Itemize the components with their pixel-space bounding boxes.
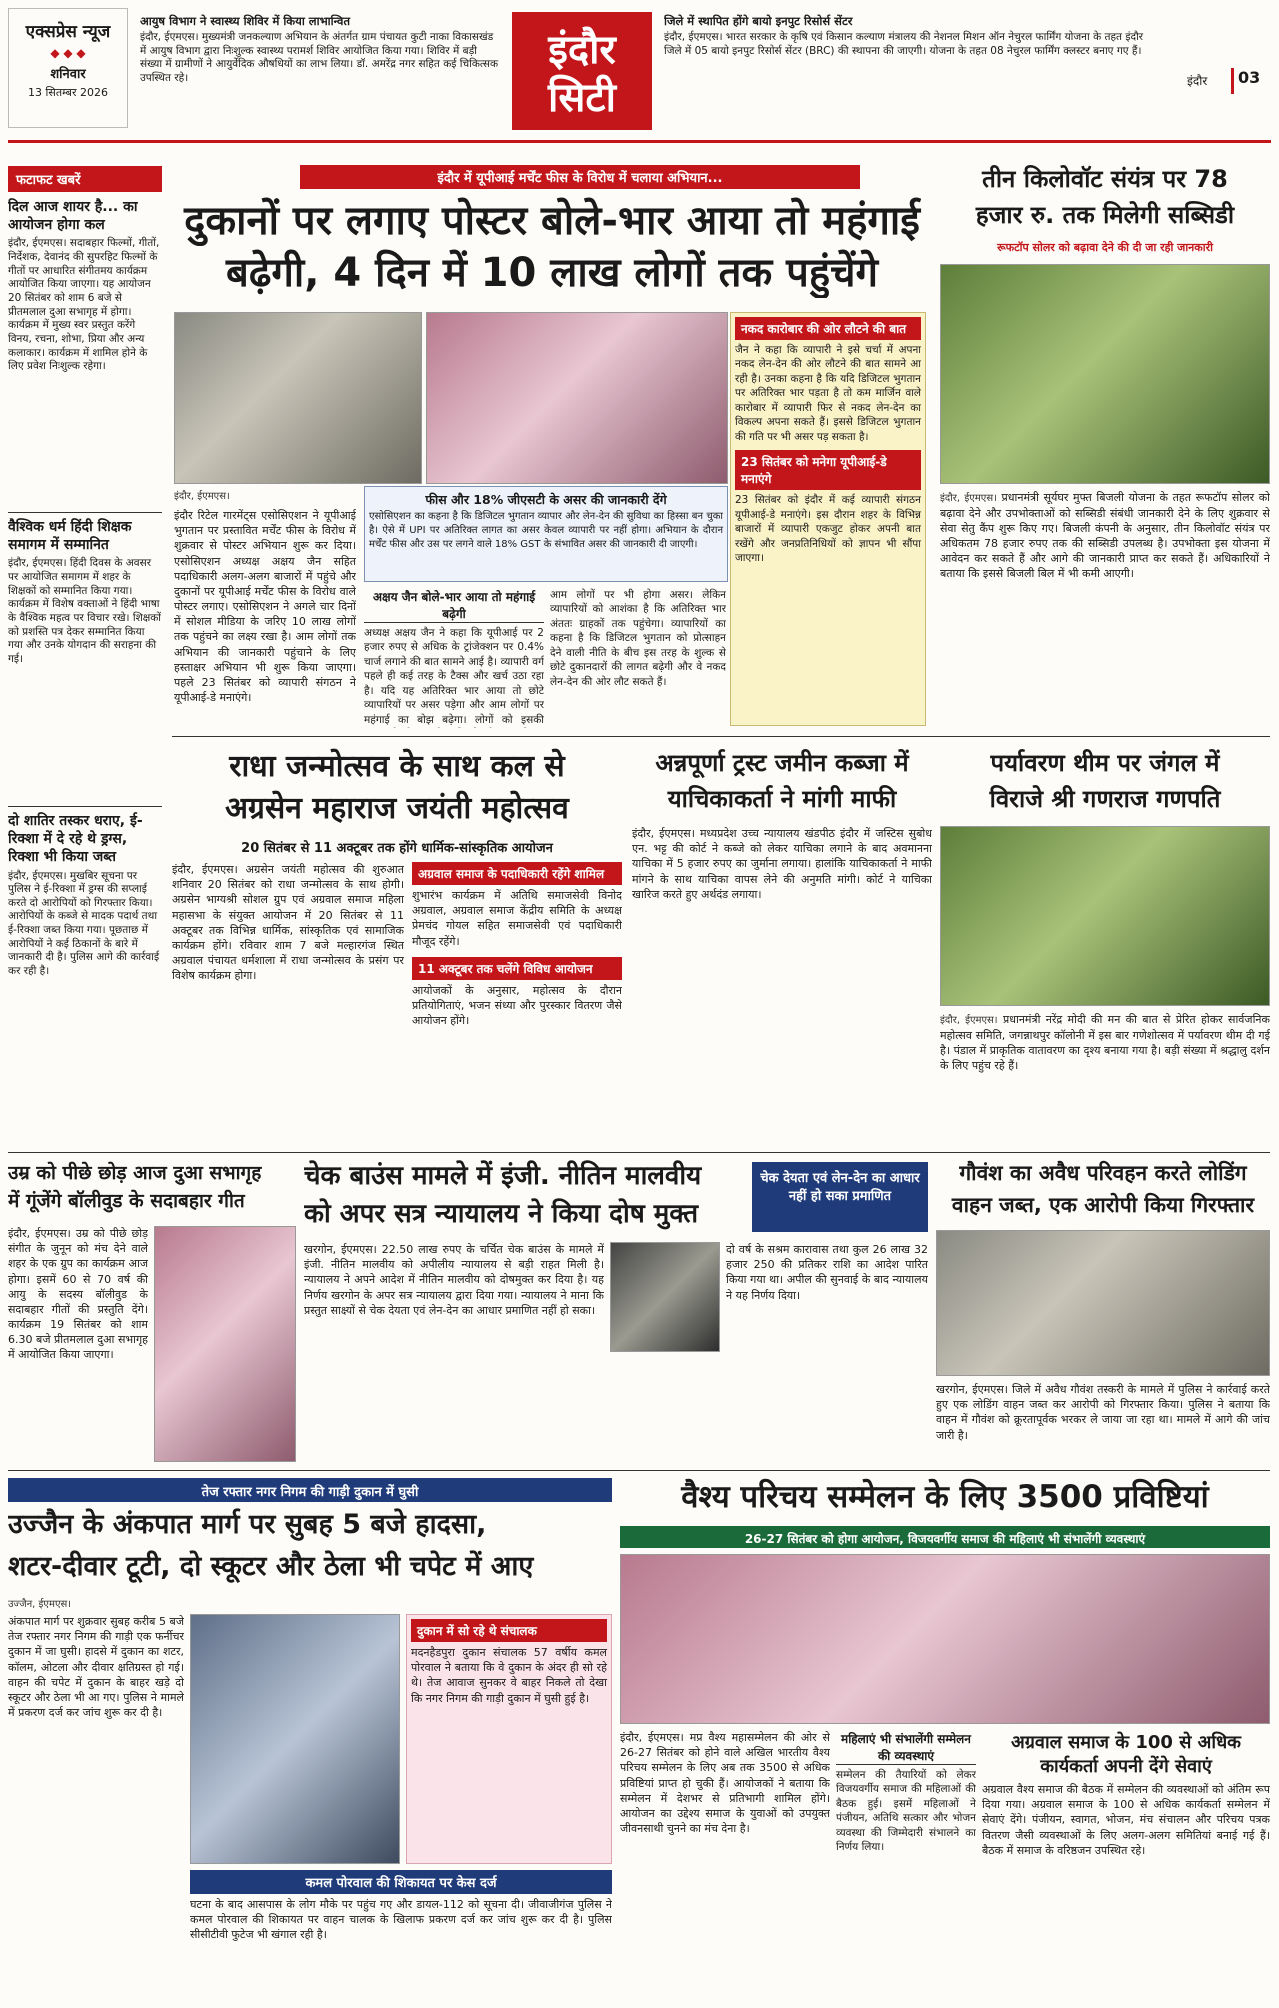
divider xyxy=(8,512,162,513)
sidebar-item-text: इंदौर, ईएमएस। मुखबिर सूचना पर पुलिस ने ई-रिक्शा में ड्रग्स की सप्लाई करते दो आरोपियों को गिरफ्तार किया। आरोपियों के कब्जे से मादक पदार्थ तथा ई-रिक्शा जब्त किया गया। पूछताछ में आरोपियों ने कई ठिकानों के बारे में जानकारी दी है। पुलिस आगे की कार्रवाई कर रही है। xyxy=(8,869,160,978)
ujjain-body: अंकपात मार्ग पर शुक्रवार सुबह करीब 5 बजे तेज रफ्तार नगर निगम की गाड़ी एक फर्नीचर दुकान में जा घुसी। हादसे में दुकान का शटर, कॉलम, ओटला और दीवार क्षतिग्रस्त हो गई। वाहन की चपेट में दुकान के बाहर खड़े दो स्कूटर और ठेला भी आ गए। पुलिस ने मामले में प्रकरण दर्ज कर जांच शुरू कर दी है। xyxy=(8,1615,184,1720)
bollywood-photo xyxy=(154,1226,296,1462)
lead-body: इंदौर रिटेल गारमेंट्स एसोसिएशन ने यूपीआई भुगतान पर प्रस्तावित मर्चेंट फीस के विरोध में शुक्रवार से पोस्टर अभियान शुरू कर दिया। एसोसिएशन अध्यक्ष अक्षय जैन सहित पदाधिकारी अलग-अलग बाजारों में पहुंचे और दुकानों पर यूपीआई मर्चेंट फीस के विरोध वाले पोस्टर लगाए। एसोसिएशन ने अगले चार दिनों में सोशल मीडिया के जरिए 10 लाख लोगों तक पहुंचने का लक्ष्य रखा है। आम लोगों तक अभियान की जानकारी पहुंचाने के लिए हस्ताक्षर अभियान भी शुरू किया जाएगा। पहले 23 सितंबर को व्यापारी संगठन ने यूपीआई-डे मनाएंगे। xyxy=(174,509,356,705)
cattle-headline-2: वाहन जब्त, एक आरोपी किया गिरफ्तार xyxy=(951,1193,1255,1217)
ujjain-bottom xyxy=(190,1870,612,2000)
inset-title: फीस और 18% जीएसटी के असर की जानकारी देंगे xyxy=(425,492,667,507)
cattle-body: खरगोन, ईएमएस। जिले में अवैध गौवंश तस्करी के मामले में पुलिस ने कार्रवाई करते हुए एक लोडिंग वाहन जब्त कर आरोपी को गिरफ्तार किया। पुलिस ने बताया कि वाहन में गौवंश को क्रूरतापूर्वक भरकर ले जाया जा रहा था। मामले में आगे की जांच जारी है। xyxy=(936,1383,1270,1442)
ujjain-kicker: तेज रफ्तार नगर निगम की गाड़ी दुकान में घुसी xyxy=(8,1478,612,1502)
ganpati-headline-2: विराजे श्री गणराज गणपति xyxy=(989,785,1221,813)
sidebar-item-title: दिल आज शायर है... का आयोजन होगा कल xyxy=(8,199,138,234)
annapurna-headline-1: अन्नपूर्णा ट्रस्ट जमीन कब्जा में xyxy=(655,749,909,777)
yellow-box-title: नकद कारोबार की ओर लौटने की बात xyxy=(735,317,921,340)
vaishya-photo xyxy=(620,1554,1270,1724)
divider xyxy=(8,1152,1270,1153)
sidebar-item-text: इंदौर, ईएमएस। हिंदी दिवस के अवसर पर आयोजित समागम में शहर के शिक्षकों को सम्मानित किया गया। कार्यक्रम में विशेष वक्ताओं ने हिंदी भाषा के वैश्विक महत्व पर विचार रखे। शिक्षकों को प्रशस्ति पत्र देकर सम्मानित किया गया और उनके योगदान की सराहना की गई। xyxy=(8,557,162,665)
ganpati-body xyxy=(940,1012,1270,1144)
bollywood-headline-2: में गूंजेंगे बॉलीवुड के सदाबहार गीत xyxy=(8,1189,245,1212)
solar-photo xyxy=(940,264,1270,484)
cattle-headline-1: गौवंश का अवैध परिवहन करते लोडिंग xyxy=(959,1161,1247,1185)
lead-photo-1 xyxy=(174,312,422,484)
cheque-portrait xyxy=(610,1242,720,1352)
masthead-box xyxy=(8,8,128,128)
cattle-photo xyxy=(936,1230,1270,1376)
ujjain-photo xyxy=(190,1614,400,1864)
bollywood-headline-1: उम्र को पीछे छोड़ आज दुआ सभागृह xyxy=(8,1162,262,1184)
radha-headline-1: राधा जन्मोत्सव के साथ कल से xyxy=(229,749,565,784)
top-brief-brc xyxy=(664,14,1144,126)
solar-text: प्रधानमंत्री सूर्यघर मुफ्त बिजली योजना के तहत रूफटॉप सोलर को बढ़ावा देने और उपभोक्ताओं को सब्सिडी संबंधी जानकारी देने के लिए शुक्रवार से सेवा सेतु कैंप शुरू किए गए। बिजली कंपनी के अनुसार, तीन किलोवॉट संयंत्र पर अधिकतम 78 हजार रुपए तक की सब्सिडी उपलब्ध है। उपभोक्ता इस योजना में आवेदन कर सकते हैं और आगे की जानकारी प्राप्त कर सकते हैं। अधिकारियों ने बताया कि इससे बिजली बिल में भी कमी आएगी। xyxy=(940,491,1270,581)
sub-story-title: अक्षय जैन बोले-भार आया तो महंगाई बढ़ेगी xyxy=(364,588,544,623)
issue-date: 13 सितम्बर 2026 xyxy=(28,86,108,99)
masthead-rule xyxy=(8,140,1271,143)
radha-box-text: शुभारंभ कार्यक्रम में अतिथि समाजसेवी विनोद अग्रवाल, अग्रवाल समाज केंद्रीय समिति के अध्यक्ष प्रेमचंद गोयल सहित समाजसेवी एवं पदाधिकारी मौजूद रहेंगे। xyxy=(412,889,622,948)
cheque-side-box: चेक देयता एवं लेन-देन का आधार नहीं हो सका प्रमाणित xyxy=(752,1162,928,1232)
divider xyxy=(8,1470,1270,1471)
issue-day: शनिवार xyxy=(50,67,86,82)
page-city-label: इंदौर xyxy=(1187,74,1208,88)
radha-body: इंदौर, ईएमएस। अग्रसेन जयंती महोत्सव की शुरुआत शनिवार 20 सितंबर को राधा जन्मोत्सव के साथ होगी। अग्रसेन भाग्यश्री सोशल ग्रुप एवं अग्रवाल समाज महिला महासभा के संयुक्त आयोजन में 20 सितंबर से 11 अक्टूबर तक विभिन्न धार्मिक, सांस्कृतिक एवं सामाजिक कार्यक्रम होंगे। रविवार शाम 7 बजे मल्हारगंज स्थित अग्रवाल पंचायत धर्मशाला में राधा जन्मोत्सव के प्रसंग पर विशेष कार्यक्रम होगा। xyxy=(172,863,404,983)
lead-headline-1: दुकानों पर लगाए पोस्टर बोले-भार आया तो महंगाई xyxy=(184,198,920,244)
ujjain-bottom-title: कमल पोरवाल की शिकायत पर केस दर्ज xyxy=(190,1870,612,1894)
cheque-body: खरगोन, ईएमएस। 22.50 लाख रुपए के चर्चित चेक बाउंस के मामले में इंजी. नीतिन मालवीय को अपीलीय न्यायालय से बड़ी राहत मिली है। न्यायालय ने अपने आदेश में नीतिन मालवीय को दोषमुक्त कर दिया है। यह निर्णय खरगोन के अपर सत्र न्यायालय द्वारा दिया गया। न्यायालय ने माना कि प्रस्तुत साक्ष्यों से चेक देयता एवं लेन-देन का आधार प्रमाणित नहीं हो सका। xyxy=(304,1243,604,1317)
solar-deck: रूफटॉप सोलर को बढ़ावा देने की दी जा रही जानकारी xyxy=(997,241,1213,254)
sidebar-item-title: दो शातिर तस्कर धराए, ई-रिक्शा में दे रहे थे ड्रग्स, रिक्शा भी किया जब्त xyxy=(8,813,143,866)
section-title-box xyxy=(512,12,652,130)
brand-name: एक्सप्रेस न्यूज xyxy=(25,22,111,42)
top-brief-ayush xyxy=(140,14,500,126)
vaishya-right-story xyxy=(982,1730,1270,2000)
radha-box2-title: 11 अक्टूबर तक चलेंगे विविध आयोजन xyxy=(412,957,622,980)
ganpati-caption: इंदौर, ईएमएस। xyxy=(940,1015,998,1026)
section-city: इंदौर xyxy=(548,27,616,73)
ujjain-box-text: मदनहैडपुरा दुकान संचालक 57 वर्षीय कमल पोरवाल ने बताया कि वे दुकान के अंदर ही सो रहे थे। तेज आवाज सुनकर वे बाहर निकले तो देखा कि नगर निगम की गाड़ी दुकान में घुसी हुई है। xyxy=(411,1646,607,1705)
cheque-headline-2: को अपर सत्र न्यायालय ने किया दोष मुक्त xyxy=(304,1199,699,1229)
ujjain-headline-2: शटर-दीवार टूटी, दो स्कूटर और ठेला भी चपेट में आए xyxy=(8,1551,534,1582)
yellow-box-subtext: 23 सितंबर को इंदौर में कई व्यापारी संगठन यूपीआई-डे मनाएंगे। इस दौरान शहर के विभिन्न बाजारों में व्यापारी एकजुट होकर अपनी बात रखेंगे और जनप्रतिनिधियों को ज्ञापन भी सौंपा जाएगा। xyxy=(735,494,921,565)
divider xyxy=(8,806,162,807)
divider xyxy=(172,736,1270,737)
inset-text: एसोसिएशन का कहना है कि डिजिटल भुगतान व्यापार और लेन-देन की सुविधा का हिस्सा बन चुका है। ऐसे में UPI पर अतिरिक्त लागत का असर केवल व्यापारी पर नहीं होगा। अभियान के दौरान मर्चेंट फीस और उस पर लगने वाले 18% GST के संभावित असर की जानकारी दी जाएगी। xyxy=(369,511,723,550)
sub-story-body: अध्यक्ष अक्षय जैन ने कहा कि यूपीआई पर 2 हजार रुपए से अधिक के ट्रांजेक्शन पर 0.4% चार्ज लगाने की बात सामने आई है। व्यापारी वर्ग पहले ही कई तरह के टैक्स और खर्च उठा रहा है। यदि यह अतिरिक्त भार आया तो छोटे व्यापारियों पर असर पड़ेगा और आम लोगों पर महंगाई का बोझ बढ़ेगा। लोगों को इसकी xyxy=(364,627,544,726)
ganpati-photo xyxy=(940,826,1270,1006)
bollywood-headline xyxy=(8,1160,296,1220)
radha-box2-text: आयोजकों के अनुसार, महोत्सव के दौरान प्रतियोगिताएं, भजन संध्या और पुरस्कार वितरण जैसे आयोजन होंगे। xyxy=(412,983,622,1028)
lead-photo-2 xyxy=(426,312,728,484)
brief-text: इंदौर, ईएमएस। मुख्यमंत्री जनकल्याण अभियान के अंतर्गत ग्राम पंचायत कुटी नाका विकासखंड में आयुष विभाग द्वारा निःशुल्क स्वास्थ्य परामर्श शिविर आयोजित किया गया। शिविर में बड़ी संख्या में ग्रामीणों ने आयुर्वेदिक औषधियों का लाभ लिया। डॉ. अमरेंद्र नगर सहित कई चिकित्सक उपस्थित रहे। xyxy=(140,30,499,84)
radha-headline-2: अग्रसेन महाराज जयंती महोत्सव xyxy=(225,791,569,826)
sidebar-item xyxy=(8,812,162,1152)
ujjain-headline-1: उज्जैन के अंकपात मार्ग पर सुबह 5 बजे हादसा, xyxy=(8,1509,487,1540)
lead-inset-box xyxy=(364,486,728,582)
yellow-box-subtitle: 23 सितंबर को मनेगा यूपीआई-डे मनाएंगे xyxy=(735,450,921,490)
cheque-headline-1: चेक बाउंस मामले में इंजी. नीतिन मालवीय xyxy=(304,1161,702,1191)
page-number: 03 xyxy=(1231,68,1273,94)
solar-caption: इंदौर, ईएमएस। xyxy=(940,493,997,504)
sidebar-item xyxy=(8,198,162,503)
ujjain-box-title: दुकान में सो रहे थे संचालक xyxy=(411,1619,607,1642)
brief-title: जिले में स्थापित होंगे बायो इनपुट रिसोर्स सेंटर xyxy=(664,14,853,28)
ujjain-caption: उज्जैन, ईएमएस। xyxy=(8,1599,72,1610)
ganpati-headline-1: पर्यावरण थीम पर जंगल में xyxy=(990,749,1220,777)
section-name: सिटी xyxy=(548,75,616,121)
brief-title: आयुष विभाग ने स्वास्थ्य शिविर में किया लाभान्वित xyxy=(140,14,350,28)
annapurna-headline-2: याचिकाकर्ता ने मांगी माफी xyxy=(667,785,897,813)
solar-headline-2: हजार रु. तक मिलेगी सब्सिडी xyxy=(975,201,1235,229)
sidebar-header: फटाफट खबरें xyxy=(8,166,162,192)
vaishya-deck: 26-27 सितंबर को होगा आयोजन, विजयवर्गीय समाज की महिलाएं भी संभालेंगी व्यवस्थाएं xyxy=(620,1526,1270,1548)
vaishya-box-title: महिलाएं भी संभालेंगी सम्मेलन की व्यवस्थाएं xyxy=(836,1730,976,1765)
radha-deck: 20 सितंबर से 11 अक्टूबर तक होंगे धार्मिक-सांस्कृतिक आयोजन xyxy=(241,841,553,856)
vaishya-box xyxy=(836,1730,976,2000)
solar-body xyxy=(940,490,1270,728)
vaishya-body: इंदौर, ईएमएस। मप्र वैश्य महासम्मेलन की ओर से 26-27 सितंबर को होने वाले अखिल भारतीय वैश्य परिचय सम्मेलन के लिए अब तक 3500 से अधिक प्रविष्टियां प्राप्त हो चुकी हैं। आयोजकों ने बताया कि सम्मेलन में देशभर से प्रतिभागी शामिल होंगे। आयोजन का उद्देश्य समाज के युवाओं को उपयुक्त जीवनसाथी चुनने का मंच देना है। xyxy=(620,1731,830,1836)
ujjain-box xyxy=(406,1614,612,1864)
solar-headline-1: तीन किलोवॉट संयंत्र पर 78 xyxy=(982,165,1228,193)
radha-side xyxy=(412,862,622,1144)
vaishya-right-title-1: अग्रवाल समाज के 100 से अधिक xyxy=(1011,1732,1241,1753)
brief-text: इंदौर, ईएमएस। भारत सरकार के कृषि एवं किसान कल्याण मंत्रालय की नेशनल मिशन ऑन नेचुरल फार्मिंग योजना के तहत इंदौर जिले में 05 बायो इनपुट रिसोर्स सेंटर (BRC) की स्थापना की जाएगी। योजना के तहत 08 नेचुरल फार्मिंग क्लस्टर बनाए गए हैं। xyxy=(664,30,1144,57)
bollywood-body: इंदौर, ईएमएस। उम्र को पीछे छोड़ संगीत के जुनून को मंच देने वाले शहर के एक ग्रुप का कार्यक्रम आज होगा। इसमें 60 से 70 वर्ष की आयु के सदस्य बॉलीवुड के सदाबहार गीतों की प्रस्तुति देंगे। कार्यक्रम 19 सितंबर को शाम 6.30 बजे प्रीतमलाल दुआ सभागृह में आयोजित किया जाएगा। xyxy=(8,1227,148,1362)
lead-sub-story xyxy=(364,588,544,728)
brand-dots: ◆ ◆ ◆ xyxy=(50,46,86,60)
lead-body-col3: आम लोगों पर भी होगा असर। लेकिन व्यापारियों को आशंका है कि अतिरिक्त भार अंततः ग्राहकों तक पहुंचेगा। व्यापारियों का कहना है कि डिजिटल भुगतान को प्रोत्साहन देने वाली नीति के बीच इस तरह के शुल्क से छोटे दुकानदारों की लागत बढ़ेगी और वे नकद लेन-देन की ओर लौट सकते हैं। xyxy=(550,589,726,688)
cheque-body2: दो वर्ष के सश्रम कारावास तथा कुल 26 लाख 32 हजार 250 की प्रतिकर राशि का आदेश पारित किया गया था। अपील की सुनवाई के बाद न्यायालय ने यह निर्णय दिया। xyxy=(726,1243,928,1302)
lead-headline-2: बढ़ेगी, 4 दिन में 10 लाख लोगों तक पहुंचेंगे xyxy=(225,250,879,296)
lead-kicker: इंदौर में यूपीआई मर्चेंट फीस के विरोध में चलाया अभियान... xyxy=(300,165,860,189)
sidebar-item-title: वैश्विक धर्म हिंदी शिक्षक समागम में सम्मानित xyxy=(8,519,132,554)
yellow-box-text: जैन ने कहा कि व्यापारी ने इसे चर्चा में अपना नकद लेन-देन की ओर लौटने की बात सामने आ रही है। उनका कहना है कि यदि डिजिटल भुगतान पर अतिरिक्त भार पड़ता है तो कम मार्जिन वाले कारोबार में व्यापारी फिर से नकद लेन-देन का विकल्प अपना सकते हैं। इससे डिजिटल भुगतान की गति पर भी असर पड़ सकता है। xyxy=(735,344,921,443)
vaishya-headline: वैश्य परिचय सम्मेलन के लिए 3500 प्रविष्टियां xyxy=(681,1479,1209,1515)
sidebar-item xyxy=(8,518,162,798)
lead-photo-caption: इंदौर, ईएमएस। xyxy=(174,491,230,502)
annapurna-body: इंदौर, ईएमएस। मध्यप्रदेश उच्च न्यायालय खंडपीठ इंदौर में जस्टिस सुबोध एन. भट्ट की कोर्ट ने कब्जे को लेकर याचिका लगाने के बाद अवमानना याचिका में 5 हजार रुपए का जुर्माना लगाया। हालांकि याचिकाकर्ता ने माफी मांगने के साथ याचिका वापस लेने की अनुमति मांगी। कोर्ट ने याचिका खारिज करते हुए अर्थदंड लगाया। xyxy=(632,827,932,901)
ganpati-text: प्रधानमंत्री नरेंद्र मोदी की मन की बात से प्रेरित होकर सार्वजनिक महोत्सव समिति, जगन्नाथपुर कॉलोनी में इस बार गणेशोत्सव में पर्यावरण थीम दी गई है। पंडाल में प्राकृतिक वातावरण का दृश्य बनाया गया है। बड़ी संख्या में श्रद्धालु दर्शन के लिए पहुंच रहे हैं। xyxy=(940,1013,1270,1073)
lead-yellow-box xyxy=(730,312,926,726)
vaishya-right-title-2: कार्यकर्ता अपनी देंगे सेवाएं xyxy=(1040,1756,1212,1777)
sidebar-item-text: इंदौर, ईएमएस। सदाबहार फिल्मों, गीतों, निर्देशक, देवानंद की सुपरहिट फिल्मों के गीतों पर आधारित संगीतमय कार्यक्रम आयोजित किया जाएगा। यह आयोजन 20 सितंबर को शाम 6 बजे से प्रीतमलाल दुआ सभागृह में होगा। कार्यक्रम में मुख्य स्वर प्रस्तुत करेंगे विनय, रचना, शोभा, प्रिया और अन्य कलाकार। कार्यक्रम में शामिल होने के लिए प्रवेश निःशुल्क रहेगा। xyxy=(8,237,160,373)
ujjain-bottom-text: घटना के बाद आसपास के लोग मौके पर पहुंच गए और डायल-112 को सूचना दी। जीवाजीगंज पुलिस ने कमल पोरवाल की शिकायत पर वाहन चालक के खिलाफ प्रकरण दर्ज कर जांच शुरू कर दी है। पुलिस सीसीटीवी फुटेज भी खंगाल रही है। xyxy=(190,1898,612,1942)
vaishya-right-body: अग्रवाल वैश्य समाज की बैठक में सम्मेलन की व्यवस्थाओं को अंतिम रूप दिया गया। अग्रवाल समाज के 100 से अधिक कार्यकर्ता सम्मेलन में सेवाएं देंगे। पंजीयन, स्वागत, भोजन, मंच संचालन और परिचय पत्रक वितरण जैसी व्यवस्थाओं के लिए अलग-अलग समितियां बनाई गई हैं। बैठक में समाज के वरिष्ठजन उपस्थित रहे। xyxy=(982,1783,1270,1857)
vaishya-box-text: सम्मेलन की तैयारियों को लेकर विजयवर्गीय समाज की महिलाओं की बैठक हुई। इसमें महिलाओं ने पंजीयन, अतिथि सत्कार और भोजन व्यवस्था की जिम्मेदारी संभालने का निर्णय लिया। xyxy=(836,1769,976,1854)
radha-box-title: अग्रवाल समाज के पदाधिकारी रहेंगे शामिल xyxy=(412,862,622,885)
